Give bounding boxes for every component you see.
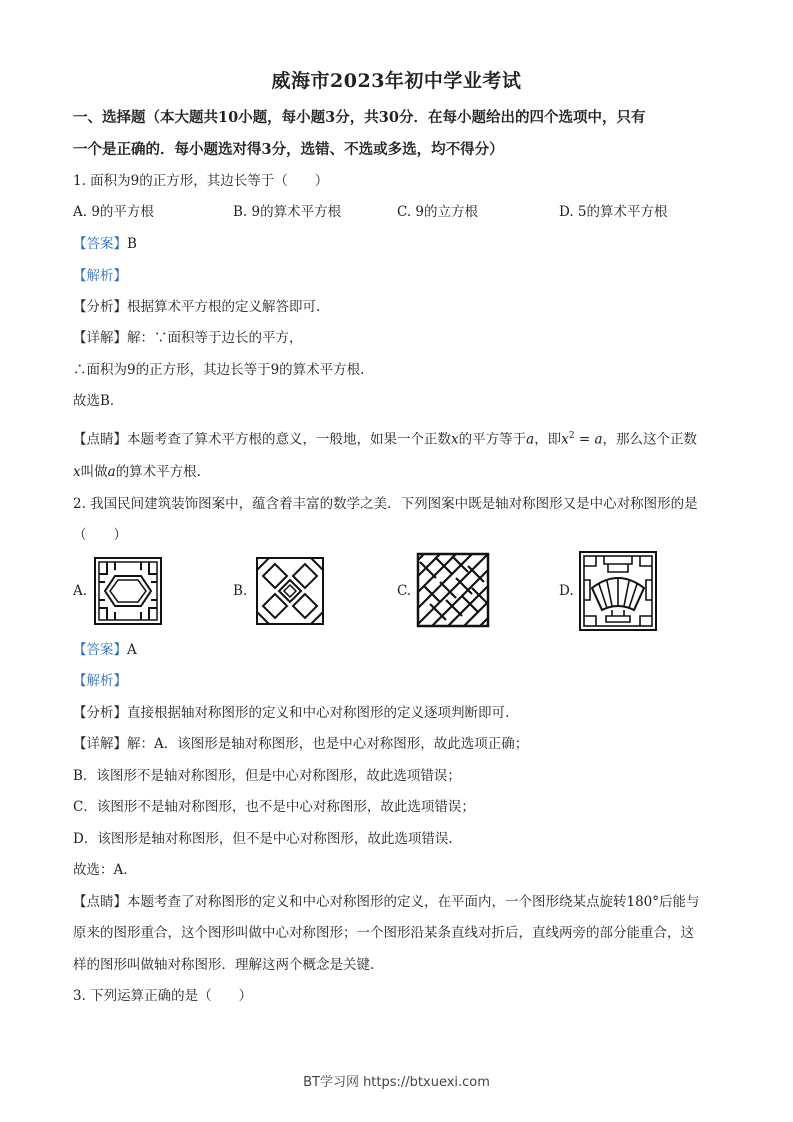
q1-analysis-tag: 【解析】 [73, 268, 127, 284]
q1-choose: 故选B． [73, 393, 124, 409]
q1-option-b: B. 9的算术平方根 [233, 204, 342, 220]
answer-value: A [127, 642, 137, 658]
fenxi-text: 根据算术平方根的定义解答即可. [127, 299, 321, 315]
pattern-c-figure [416, 552, 490, 628]
xiangjie-text: 解：A．该图形是轴对称图形，也是中心对称图形，故此选项正确； [127, 736, 529, 752]
dianjing-text: 的平方等于 [458, 431, 527, 448]
fenxi-tag: 【分析】 [73, 299, 127, 315]
dianjing-tag: 【点睛】 [73, 894, 127, 910]
q2-choose: 故选：A． [73, 862, 137, 878]
q1-answer [73, 234, 733, 254]
answer-tag: 【答案】 [73, 236, 127, 252]
equation-x: x [561, 431, 569, 448]
dianjing-text: 的算术平方根. [115, 464, 201, 480]
q2-fig-label-b: B. [233, 583, 248, 599]
section-heading-line2: 一个是正确的．每小题选对得3分，选错、不选或多选，均不得分） [73, 141, 504, 158]
q2-xiangjie [73, 734, 733, 754]
var-x: x [451, 431, 459, 448]
footer-watermark: BT学习网 https://btxuexi.com [303, 1075, 490, 1090]
answer-value: B [127, 236, 137, 252]
equation-rhs: = a [574, 431, 603, 448]
xiangjie-tag: 【详解】 [73, 330, 127, 346]
dianjing-text: 本题考查了算术平方根的意义，一般地，如果一个正数 [127, 431, 451, 448]
dianjing-text: 本题考查了对称图形的定义和中心对称图形的定义，在平面内，一个图形绕某点旋转180°后能与 [127, 894, 700, 910]
q1-option-d: D. 5的算术平方根 [559, 204, 668, 220]
q1-fenxi [73, 297, 733, 317]
q2-dianjing-line1 [73, 892, 733, 912]
equation-exponent: 2 [568, 431, 575, 441]
q2-fenxi [73, 703, 733, 723]
q2-dianjing-line2: 原来的图形重合，这个图形叫做中心对称图形；一个图形沿某条直线对折后，直线两旁的部分能重合，这 [73, 925, 694, 941]
dianjing-text: ，那么这个正数 [602, 431, 697, 448]
q2-line-b: B．该图形不是轴对称图形，但是中心对称图形，故此选项错误； [73, 768, 461, 784]
q1-option-a: A. 9的平方根 [73, 204, 154, 220]
q2-fig-label-a: A. [73, 583, 88, 599]
xiangjie-text: 解：∵面积等于边长的平方， [127, 330, 303, 346]
q1-therefore: ∴面积为9的正方形，其边长等于9的算术平方根. [73, 362, 365, 378]
q1-dianjing-line1 [73, 426, 733, 450]
q2-fig-label-c: C. [397, 583, 412, 599]
q2-fig-label-d: D. [559, 583, 574, 599]
q2-stem-line1: 2. 我国民间建筑装饰图案中，蕴含着丰富的数学之美．下列图案中既是轴对称图形又是中心对称图形的是 [73, 496, 698, 512]
dianjing-tag: 【点睛】 [73, 431, 127, 448]
q2-line-c: C．该图形不是轴对称图形，也不是中心对称图形，故此选项错误； [73, 799, 475, 815]
q2-line-d: D．该图形是轴对称图形，但不是中心对称图形，故此选项错误. [73, 831, 453, 847]
q2-dianjing-line3: 样的图形叫做轴对称图形．理解这两个概念是关键. [73, 957, 375, 973]
var-x: x [73, 464, 81, 480]
q2-answer [73, 640, 733, 660]
q3-stem: 3. 下列运算正确的是（ ） [73, 988, 253, 1004]
q1-xiangjie [73, 328, 733, 348]
fenxi-tag: 【分析】 [73, 705, 127, 721]
answer-tag: 【答案】 [73, 642, 127, 658]
q1-option-c: C. 9的立方根 [397, 204, 479, 220]
pattern-d-figure [578, 550, 658, 632]
page-title: 威海市2023年初中学业考试 [271, 70, 522, 92]
pattern-b-figure [255, 556, 325, 626]
section-heading-line1: 一、选择题（本大题共10小题，每小题3分，共30分．在每小题给出的四个选项中，只有 [73, 109, 646, 126]
var-a: a [526, 431, 535, 448]
fenxi-text: 直接根据轴对称图形的定义和中心对称图形的定义逐项判断即可. [127, 705, 510, 721]
q1-stem: 1. 面积为9的正方形，其边长等于（ ） [73, 173, 329, 189]
pattern-a-figure [93, 556, 163, 626]
q1-dianjing-line2 [73, 462, 733, 482]
q2-stem-line2: （ ） [73, 527, 127, 543]
dianjing-text: ，即 [534, 431, 562, 448]
q2-analysis-tag: 【解析】 [73, 673, 127, 689]
xiangjie-tag: 【详解】 [73, 736, 127, 752]
var-a: a [107, 464, 116, 480]
dianjing-text: 叫做 [80, 464, 108, 480]
